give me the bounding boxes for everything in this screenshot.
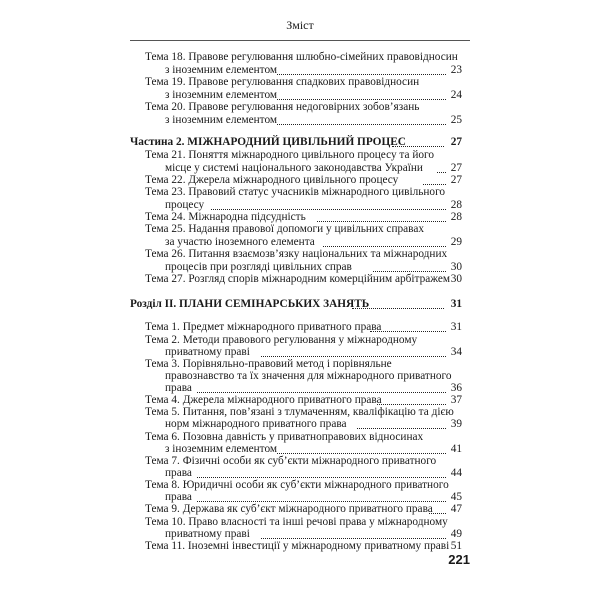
toc-entry-21-line1: Тема 21. Поняття міжнародного цивільного процесу та його [145, 149, 435, 161]
toc-entry-18-line1: Тема 18. Правове регулювання шлюбно-сімейних правовідносин [145, 51, 458, 63]
toc-entry-s7-line1: Тема 7. Фізичні особи як суб’єкти міжнародного приватного [145, 455, 437, 467]
running-header: Зміст [286, 18, 314, 32]
toc-entry-s6-line1: Тема 6. Позовна давність у приватноправових відносинах [145, 431, 424, 443]
page-number: 221 [448, 552, 470, 567]
toc-entry-s3-line2: правознавство та їх значення для міжнародного приватного [165, 370, 452, 382]
toc-entry-s3-line1: Тема 3. Порівняльно-правовий метод і порівняльне [145, 358, 392, 370]
toc-entry-s11: Тема 11. Іноземні інвестиції у міжнародному приватному праві 51 [145, 540, 462, 552]
toc-entry-s6: з іноземним елементом 41 [165, 443, 462, 455]
toc-entry-21: місце у системі національного законодавства України 27 [165, 162, 462, 174]
toc-entry-23: процесу 28 [165, 199, 462, 211]
toc-entry-25: за участю іноземного елемента 29 [165, 236, 462, 248]
toc-entry-s9: Тема 9. Держава як суб’єкт міжнародного приватного права 47 [145, 503, 462, 515]
toc-entry-24: Тема 24. Міжнародна підсудність 28 [145, 211, 462, 223]
toc-entry-s5: норм міжнародного приватного права 39 [165, 418, 462, 430]
toc-entry-s1: Тема 1. Предмет міжнародного приватного права 31 [145, 321, 462, 333]
toc-entry-s8: права 45 [165, 491, 462, 503]
toc-entry-s3: права 36 [165, 382, 462, 394]
toc-entry-25-line1: Тема 25. Надання правової допомоги у цивільних справах [145, 223, 425, 235]
toc-entry-20: з іноземним елементом 25 [165, 114, 462, 126]
toc-entry-s7: права 44 [165, 467, 462, 479]
toc-page-number: 25 [450, 114, 462, 126]
toc-part-heading: Частина 2. МІЖНАРОДНИЙ ЦИВІЛЬНИЙ ПРОЦЕС 27 [130, 136, 462, 148]
toc-entry-s4: Тема 4. Джерела міжнародного приватного права 37 [145, 394, 462, 406]
toc-entry-26-line1: Тема 26. Питання взаємозв’язку національних та міжнародних [145, 248, 448, 260]
toc-entry-27: Тема 27. Розгляд спорів міжнародним комерційним арбітражем 30 [145, 273, 462, 285]
toc-entry-s10: приватному праві 49 [165, 528, 462, 540]
toc-entry-s8-line1: Тема 8. Юридичні особи як суб’єкти міжнародного приватного [145, 479, 449, 491]
toc-page-number: 24 [450, 89, 462, 101]
toc-entry-s10-line1: Тема 10. Право власності та інші речові права у міжнародному [145, 516, 448, 528]
toc-entry-26: процесів при розгляді цивільних справ 30 [165, 261, 462, 273]
toc-entry-18: з іноземним елементом 23 [165, 64, 462, 76]
toc-entry-19: з іноземним елементом 24 [165, 89, 462, 101]
toc-section-heading: Розділ II. ПЛАНИ СЕМІНАРСЬКИХ ЗАНЯТЬ 31 [130, 298, 462, 310]
toc-entry-s2-line1: Тема 2. Методи правового регулювання у міжнародному [145, 334, 418, 346]
toc-entry-22: Тема 22. Джерела міжнародного цивільного процесу 27 [145, 174, 462, 186]
toc-entry-19-line1: Тема 19. Правове регулювання спадкових правовідносин [145, 76, 420, 88]
toc-entry-s5-line1: Тема 5. Питання, пов’язані з тлумаченням, кваліфікацію та дією [145, 406, 454, 418]
toc-entry-20-line1: Тема 20. Правове регулювання недоговірних зобов’язань [145, 101, 420, 113]
toc-page-number: 23 [450, 64, 462, 76]
toc-entry-s2: приватному праві 34 [165, 346, 462, 358]
toc-entry-23-line1: Тема 23. Правовий статус учасників міжнародного цивільного [145, 186, 446, 198]
